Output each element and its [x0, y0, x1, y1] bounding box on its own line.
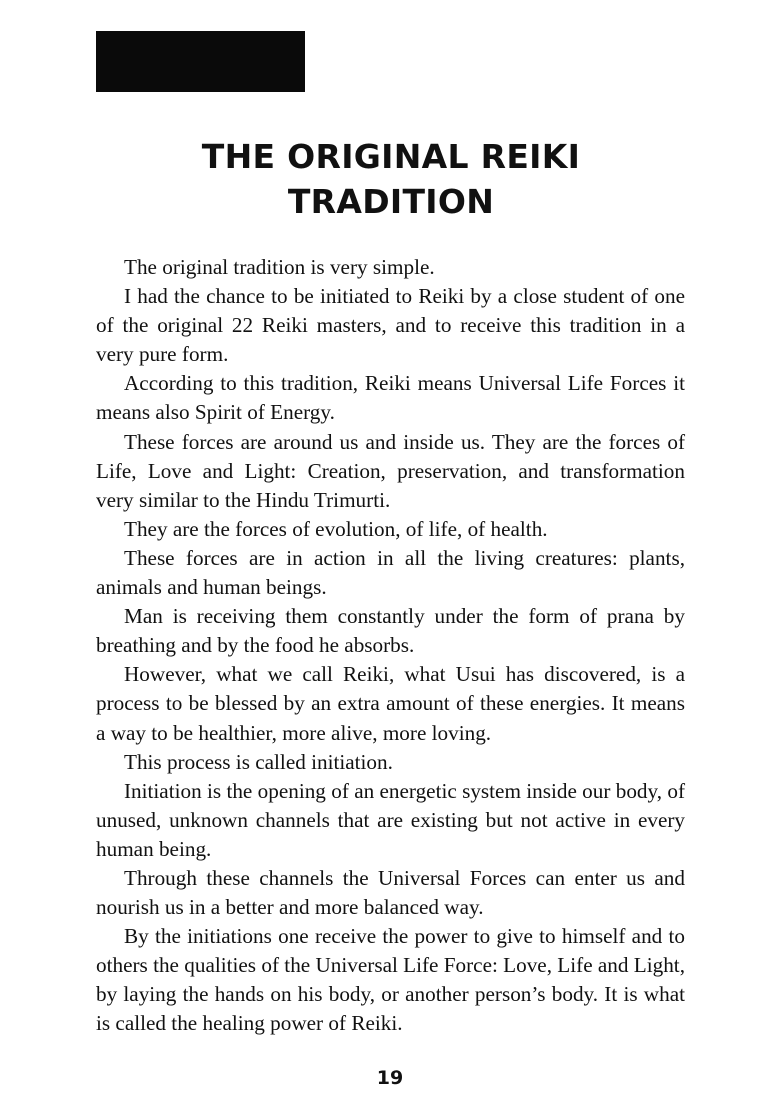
paragraph: I had the chance to be initiated to Reiki by a close student of one of the original 22 Reiki masters, and to receive this tradition in a very pure form. [96, 284, 685, 367]
chapter-title-line-2: TRADITION [287, 182, 495, 221]
body-text [96, 253, 685, 1039]
chapter-title-line-1: THE ORIGINAL REIKI [201, 137, 581, 176]
paragraph: Through these channels the Universal Forces can enter us and nourish us in a better and more balanced way. [96, 865, 685, 920]
paragraph: Man is receiving them constantly under the form of prana by breathing and by the food he absorbs. [96, 604, 685, 658]
page-number: 19 [376, 1067, 404, 1089]
chapter-title [96, 134, 686, 224]
paragraph: These forces are in action in all the living creatures: plants, animals and human beings. [96, 545, 685, 600]
paragraph: However, what we call Reiki, what Usui has discovered, is a process to be blessed by an extra amount of these energies. It means a way to be healthier, more alive, more loving. [96, 662, 685, 745]
paragraph: The original tradition is very simple. [124, 255, 435, 279]
paragraph: By the initiations one receive the power to give to himself and to others the qualities of the Universal Life Force: Love, Life and Light, by laying the hands on his body, or another person’s body. It is what is called the healing power of Reiki. [96, 924, 685, 1036]
paragraph: They are the forces of evolution, of life, of health. [124, 516, 548, 541]
black-header-block [96, 31, 305, 92]
paragraph: According to this tradition, Reiki means Universal Life Forces it means also Spirit of Energy. [96, 371, 685, 425]
paragraph: Initiation is the opening of an energetic system inside our body, of unused, unknown channels that are existing but not active in every human being. [96, 778, 685, 861]
paragraph: This process is called initiation. [124, 749, 393, 774]
paragraph: These forces are around us and inside us. They are the forces of Life, Love and Light: Creation, preservation, and transformation very similar to the Hindu Trimurti. [96, 429, 685, 512]
